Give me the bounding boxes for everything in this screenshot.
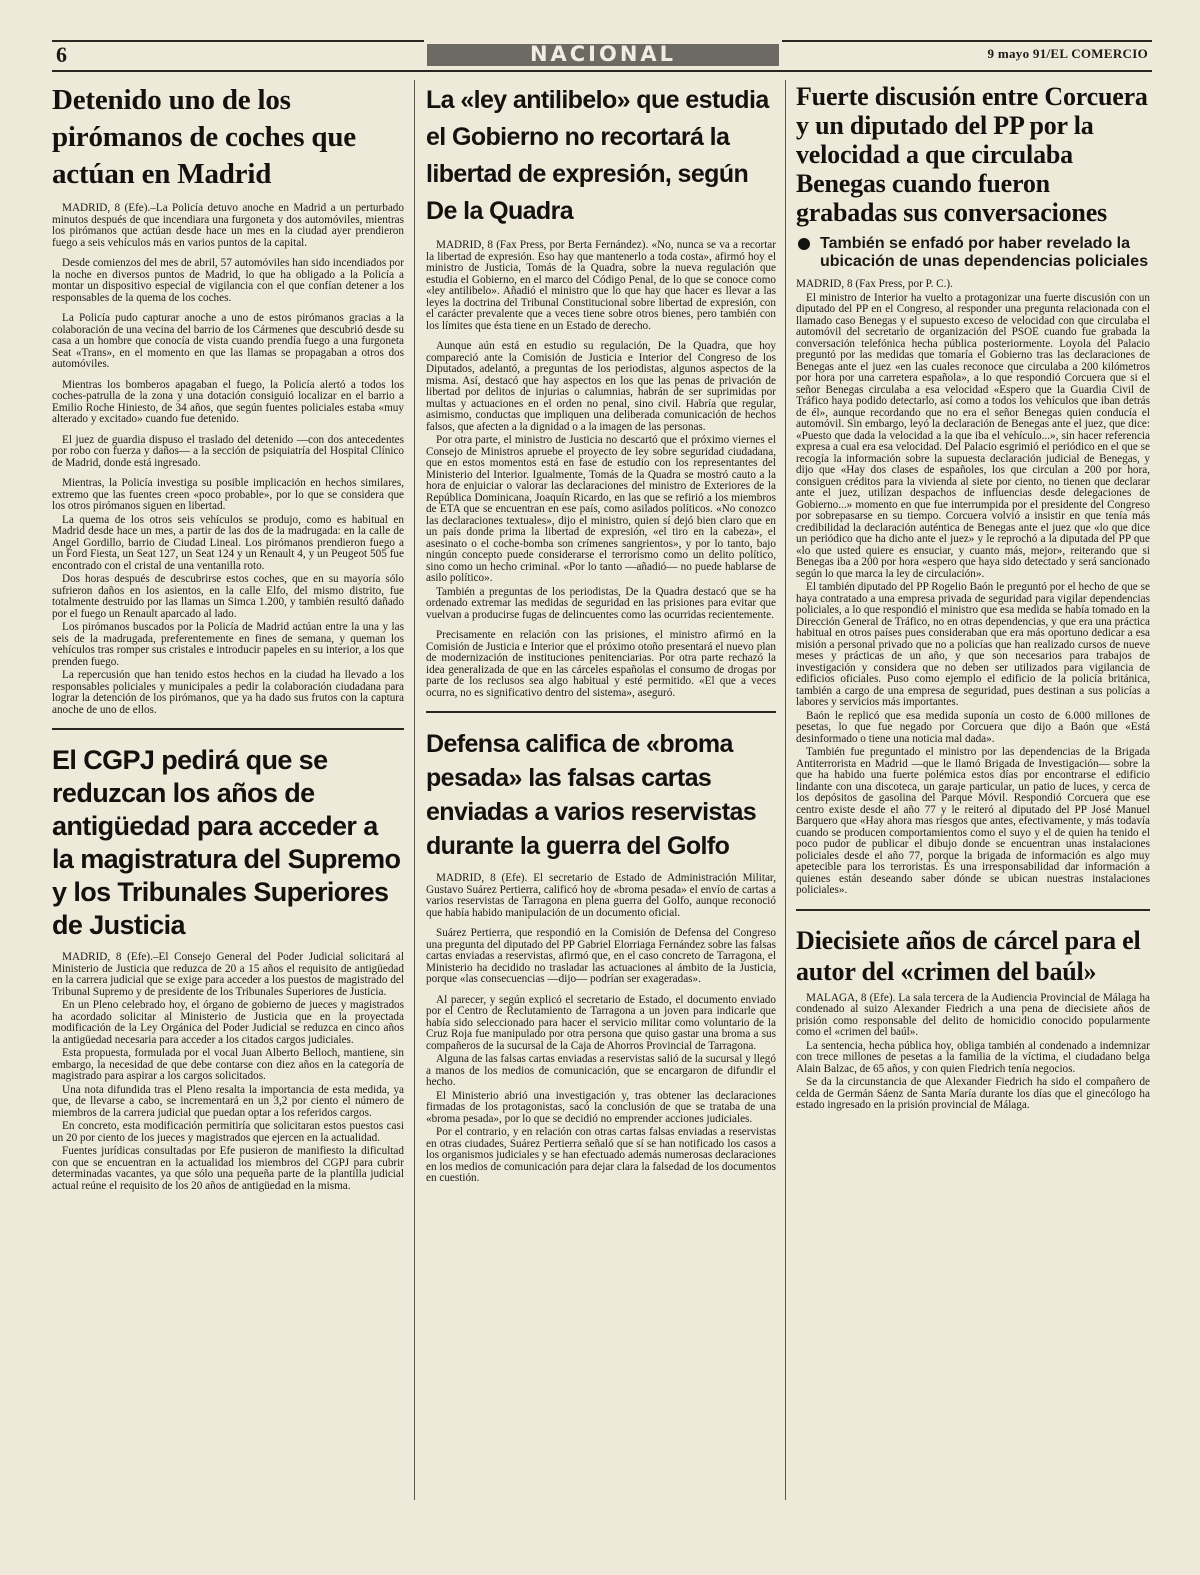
headline: Diecisiete años de cárcel para el autor del «crimen del baúl» (796, 925, 1141, 986)
article-piromanos (52, 82, 404, 716)
article-ley-antilibelo (426, 82, 776, 699)
paragraph: Una nota difundida tras el Pleno resalta la importancia de esta medida, ya que, de llevarse a cabo, se incrementará en un 3,2 por ciento el número de miembros de la carrera judicial que puedan optar a los referidos cargos. (52, 1083, 404, 1119)
headline: Defensa califica de «broma pesada» las falsas cartas enviadas a varios reservistas durante la guerra del Golfo (426, 730, 757, 860)
article-cgpj (52, 744, 404, 1192)
paragraph: En concreto, esta modificación permitiría que solicitaran estos puestos casi un 20 por ciento de los jueces y magistrados que ejercen en la actualidad. (52, 1120, 404, 1144)
article-divider (52, 728, 404, 730)
paragraph: MADRID, 8 (Efe). El secretario de Estado de Administración Militar, Gustavo Suárez Pertierra, calificó hoy de «broma pesada» el envío de cartas a varios reservistas de Tarragona en plena guerra del Golfo, aunque reconoció que había habido manipulación de un documento oficial. (426, 872, 776, 919)
paragraph: Baón le replicó que esa medida suponía un costo de 6.000 millones de pesetas, lo que fue negado por Corcuera que dijo a Baón que «Está desinformado o tiene una noticia mal dada». (796, 709, 1150, 745)
column-1 (52, 82, 404, 1192)
paragraph: El ministro de Interior ha vuelto a protagonizar una fuerte discusión con un diputado del PP en el Congreso, al responder una pregunta relacionada con el llamado caso Benegas y el supuesto exceso de velocidad con que circulaba el automóvil del secretario de organización del PSOE cuando fue grabada la conversación telefónica hecha pública posteriormente. Loyola del Palacio preguntó por las medidas que tomaría el Gobierno tras las declaraciones de Benegas ante el juez «en las cuales reconoce que circulaba a 200 kilómetros por hora por una carretera española», a lo que respondió Corcuera que si el señor Benegas circulaba a esa velocidad «Espero que la Guardia Civil de Tráfico haya podido detectarlo, así como a todos los vehículos que iban detrás de él», aunque recordando que no era el señor Benegas quien conducía el automóvil. Sin embargo, leyó la declaración de Benegas ante el juez, que dice: «Puesto que dada la velocidad a la que iba el vehículo...», sin hacer referencia expresa a cual era esa velocidad. Del Palacio esgrimió el periódico en el que se recogía la información sobre la supuesta declaración judicial de Benegas, y dijo que «Hay dos clases de españoles, los que circulan a 200 por hora, consiguen créditos para la vivienda al siete por ciento, no tienen que declarar ante el juez, utilizan despachos de influencias desde delegaciones de Gobierno...» momento en que fue interrumpida por el presidente del Congreso por sobrepasarse en su tiempo. Corcuera volvió a insistir en que tenía más credibilidad la declaración auténtica de Benegas ante el juez que «lo que dice un periódico que ha dicho ante el juez» y le reprochó a la diputada del PP que «lo que usted quiere es ensuciar, y cuanto más, mejor», reiterando que si Benegas iba a 200 por hora «espero que haya sido detectado y será sancionado según lo que marca la ley de circulación». (796, 291, 1150, 580)
article-body (52, 952, 404, 1192)
dateline: MADRID, 8 (Fax Press, por P. C.). (796, 278, 953, 290)
paragraph: En un Pleno celebrado hoy, el órgano de gobierno de jueces y magistrados ha acordado solicitar al Ministerio de Justicia que en la proyectada modificación de la Ley Orgánica del Poder Judicial se reduzca en cinco años la antigüedad necesaria para acceder a los citados cargos judiciales. (52, 999, 404, 1046)
paragraph: Alguna de las falsas cartas enviadas a reservistas salió de la sucursal y llegó a manos de los medios de comunicación, que se encargaron de difundir el hecho. (426, 1053, 776, 1088)
section-title: NACIONAL (529, 42, 677, 66)
article-divider (796, 909, 1150, 911)
paragraph: La Policía pudo capturar anoche a uno de estos pirómanos gracias a la colaboración de una vecina del barrio de los Cármenes que descubrió desde su casa a un hombre que conocía de vista cuando prendía fuego a una furgoneta Seat «Trans», en el momento en que las llamas se propagaban a otros dos automóviles. (52, 312, 404, 370)
page-number: 6 (56, 42, 67, 67)
article-broma-pesada (426, 727, 776, 1185)
paragraph: Al parecer, y según explicó el secretario de Estado, el documento enviado por el Centro de Reclutamiento de Tarragona a un joven para indicarle que había sido seleccionado para hacer el servicio militar como voluntario de la Cruz Roja fue manipulado por otra persona que quiso gastar una broma a sus compañeros de la sucursal de la Caja de Ahorros Provincial de Tarragona. (426, 993, 776, 1052)
article-body (52, 203, 404, 716)
paragraph: Suárez Pertierra, que respondió en la Comisión de Defensa del Congreso una pregunta del diputado del PP Gabriel Elorriaga Fernández sobre las falsas cartas enviadas a reservistas, afirmó que, en el caso concreto de Tarragona, el Ministerio ha decidido no trasladar las actuaciones al ámbito de la Justicia, porque «las consecuencias —dijo— podrían ser exageradas». (426, 927, 776, 985)
paragraph: La quema de los otros seis vehículos se produjo, como es habitual en Madrid desde hace un mes, a partir de las dos de la madrugada: en la calle de Angel Gordillo, barrio de Ciudad Lineal. Los pirómanos prendieron fuego a un Ford Fiesta, un Seat 127, un Seat 124 y un Renault 4, y un Peugeot 505 fue encontrado con el cristal de una ventanilla roto. (52, 513, 404, 572)
article-body (796, 279, 1150, 897)
paragraph: Mientras, la Policía investiga su posible implicación en hechos similares, extremo que las fuentes creen «poco probable», por lo que se considera que los otros pirómanos siguen en libertad. (52, 477, 404, 512)
headline: Fuerte discusión entre Corcuera y un diputado del PP por la velocidad a que circulaba Benegas cuando fueron grabadas sus conversaciones (796, 82, 1148, 227)
paragraph: También a preguntas de los periodistas, De la Quadra destacó que se ha ordenado extremar las medidas de seguridad en las prisiones para evitar que vuelvan a producirse fugas de delincuentes como las ocurridas recientemente. (426, 585, 776, 621)
article-body (426, 873, 776, 1185)
paragraph: MADRID, 8 (Efe).–El Consejo General del Poder Judicial solicitará al Ministerio de Justicia que reduzca de 20 a 15 años el requisito de antigüedad en la carrera judicial que se exige para acceder a los puestos de magistrado del Tribunal Supremo y de presidente de los Tribunales Superiores de Justicia. (52, 951, 404, 998)
subheadline (796, 235, 1150, 271)
article-body (426, 240, 776, 699)
bullet-icon (798, 238, 810, 250)
headline: El CGPJ pedirá que se reduzcan los años de antigüedad para acceder a la magistratura del Supremo y los Tribunales Superiores de Justicia (52, 745, 401, 940)
paragraph: MALAGA, 8 (Efe). La sala tercera de la Audiencia Provincial de Málaga ha condenado al suizo Alexander Fiedrich a una pena de diecisiete años de prisión como responsable del delito de homicidio conocido popularmente como el «crimen del baúl». (796, 991, 1150, 1038)
article-divider (426, 711, 776, 713)
column-2 (426, 82, 776, 1185)
paragraph: El también diputado del PP Rogelio Baón le preguntó por el hecho de que se haya contratado a una empresa privada de seguridad para vigilar dependencias policiales, a lo que respondió el ministro que esa medida se había tomado en la Dirección General de Tráfico, no en otras dependencias, y que era una práctica habitual en otros países pues consideraban que era más oportuno dedicar a esa misión a personal privado que no a policías que han realizado cursos de nueve meses y prácticas de un año, y que son necesarios para trabajos de investigación y considera que no deben ser utilizados para vigilancia de edificios oficiales. Puso como ejemplo el edificio de la policía británica, también a cargo de una empresa de seguridad, pues destinan a sus policías a labores y servicios más importantes. (796, 581, 1150, 708)
paragraph: El Ministerio abrió una investigación y, tras obtener las declaraciones firmadas de los protagonistas, sacó la conclusión de que se trataba de una «broma pesada», por lo que se decidió no emprender acciones judiciales. (426, 1089, 776, 1125)
article-body (796, 993, 1150, 1112)
paragraph: Por el contrario, y en relación con otras cartas falsas enviadas a reservistas en otras ciudades, Suárez Pertierra señaló que sí se han notificado los casos a los organismos judiciales y se han efectuado además numerosas declaraciones en los medios de comunicación para dejar clara la falsedad de los documentos en cuestión. (426, 1126, 776, 1184)
paragraph: Aunque aún está en estudio su regulación, De la Quadra, que hoy compareció ante la Comisión de Justicia e Interior del Congreso de los Diputados, adelantó, a preguntas de los periodistas, algunos aspectos de la misma. Así, destacó que hay aspectos en los que las penas de privación de libertad por delitos de injurias o calumnias, habrán de ser suprimidas por multas y actuaciones en el orden no penal, sino civil. Habría que regular, asimismo, conductas que impliquen una deliberada comunicación de hechos falsos, que afecten a la dignidad o a la imagen de las personas. (426, 340, 776, 433)
column-rule (414, 80, 415, 1500)
paragraph: La sentencia, hecha pública hoy, obliga también al condenado a indemnizar con trece millones de pesetas a la familia de la víctima, el ciudadano belga Alain Balzac, de 65 años, y con quien Fiedrich tenía negocios. (796, 1039, 1150, 1075)
paragraph: Mientras los bomberos apagaban el fuego, la Policía alertó a todos los coches-patrulla de la zona y una dotación consiguió localizar en el barrio a Emilio Roche Hiniesto, de 34 años, que según fuentes policiales estaba «muy alterado y excitado» cuando fue detenido. (52, 378, 404, 425)
paragraph: MADRID, 8 (Efe).–La Policía detuvo anoche en Madrid a un perturbado minutos después de que incendiara una furgoneta y dos automóviles, mientras los pirómanos que actúan desde hace un mes en la ciudad ayer prendieron fuego a seis vehículos más en varios puntos de la capital. (52, 202, 404, 249)
paragraph: Los pirómanos buscados por la Policía de Madrid actúan entre la una y las seis de la madrugada, preferentemente en fines de semana, y queman los vehículos tras romper sus cristales e introducir papeles en su interior, a los que prenden fuego. (52, 621, 404, 668)
paragraph: Se da la circunstancia de que Alexander Fiedrich ha sido el compañero de celda de Germán Sáenz de Santa María durante los días que el ginecólogo ha estado ingresado en la prisión provincial de Málaga. (796, 1076, 1150, 1111)
subheadline-text: También se enfadó por haber revelado la ubicación de unas dependencias policiales (820, 235, 1149, 270)
paragraph: MADRID, 8 (Fax Press, por Berta Fernández). «No, nunca se va a recortar la libertad de expresión. Eso hay que mantenerlo a toda costa», afirmó hoy el ministro de Justicia, Tomás de la Quadra, sobre la nueva regulación que estudia el Gobierno, en el marco del Código Penal, de lo que se conoce como «ley antilibelo». Añadió el ministro que lo que hay que hacer es llevar a las leyes la doctrina del Tribunal Constitucional sobre libertad de expresión, con el carácter prevalente que a veces tiene sobre otros bienes, pero también con los límites que ésta tiene en un Estado de derecho. (426, 239, 776, 332)
paragraph: Por otra parte, el ministro de Justicia no descartó que el próximo viernes el Consejo de Ministros apruebe el proyecto de ley sobre seguridad ciudadana, que en estos momentos está en fase de estudio con los representantes del Ministerio del Interior. Igualmente, Tomás de la Quadra se mostró cauto a la hora de enjuiciar o valorar las declaraciones del ministro de Exteriores de la República Dominicana, Joaquín Ricardo, en las que se refirió a los miembros de ETA que se encuentran en ese país, como asilados políticos. «No conozco las declaraciones textuales», dijo el ministro, quien sí dejó bien claro que en un país donde prima la libertad de expresión, «el tiro en la cabeza», el asesinato o el coche-bomba son crímenes sangrientos», y por lo tanto, bajo ningún concepto puede considerarse el terrorismo como un delito político, sino como un hecho criminal. «Por lo tanto —añadió— no puede hablarse de asilo político». (426, 434, 776, 584)
column-3 (796, 82, 1150, 1112)
paragraph: Dos horas después de descubrirse estos coches, que en su mayoría sólo sufrieron daños en los asientos, en la calle Elfo, del mismo distrito, fue totalmente destruido por las llamas un Simca 1.200, y también resultó dañado por el fuego un Renault aparcado al lado. (52, 573, 404, 620)
masthead-rule-left (52, 40, 424, 68)
article-crimen-baul (796, 925, 1150, 1112)
article-corcuera (796, 82, 1150, 897)
paragraph: También fue preguntado el ministro por las dependencias de la Brigada Antiterrorista en Madrid —que le llamó Brigada de Investigación— sobre la que ha habido una fuerte polémica estos días por encontrarse el edificio lindante con una discoteca, un garaje particular, un patio de luces, y cerca de los depósitos de gasolina del Parque Móvil. Respondió Corcuera que ese centro existe desde el año 77 y le reiteró al diputado del PP José Manuel Barquero que «Hay ahora mas riesgos que antes, efectivamente, y más todavía cuando se producen comportamientos como el suyo y el de quien ha tenido el poco pudor de publicar el dibujo donde se encuentran unas instalaciones policiales desde el año 77, porque la brigada de información es algo muy apetecible para los terroristas. Es una irresponsabilidad dar información a quienes están deseando saber dónde se ubican nuestras instalaciones policiales». (796, 746, 1150, 896)
paragraph: Fuentes jurídicas consultadas por Efe pusieron de manifiesto la dificultad con que se encuentran en la actualidad los miembros del CGPJ para cubrir determinadas vacantes, ya que sólo una pequeña parte de la plantilla judicial actual reúne el requisito de los 20 años de antigüedad en la misma. (52, 1145, 404, 1192)
paragraph: Esta propuesta, formulada por el vocal Juan Alberto Belloch, mantiene, sin embargo, la necesidad de que debe contarse con diez años en la categoría de magistrado para aspirar a los cargos solicitados. (52, 1047, 404, 1082)
paragraph: El juez de guardia dispuso el traslado del detenido —con dos antecedentes por robo con fuerza y daños— a la sección de psiquiatría del Hospital Clínico de Madrid, donde está ingresado. (52, 433, 404, 469)
paragraph: Precisamente en relación con las prisiones, el ministro afirmó en la Comisión de Justicia e Interior que el próximo otoño presentará el nuevo plan de modernización de instituciones penitenciarias. Por otra parte rechazó la idea generalizada de que en las cárceles españolas el consumo de drogas por parte de los reclusos sea algo habitual y esté permitido. «El que a veces ocurra, no es significativo dentro del sistema», aseguró. (426, 629, 776, 699)
column-rule (785, 80, 786, 1500)
headline: Detenido uno de los pirómanos de coches que actúan en Madrid (52, 84, 356, 190)
headline: La «ley antilibelo» que estudia el Gobierno no recortará la libertad de expresión, según De la Quadra (426, 86, 769, 225)
paragraph: Desde comienzos del mes de abril, 57 automóviles han sido incendiados por la noche en diversos puntos de Madrid, lo que ha obligado a la Policía a montar un dispositivo especial de vigilancia con el que confían detener a los responsables de la quema de los coches. (52, 257, 404, 304)
paragraph: La repercusión que han tenido estos hechos en la ciudad ha llevado a los responsables policiales y municipales a pedir la colaboración ciudadana para lograr la detención de los pirómanos, que ya ha dado sus frutos con la captura anoche de uno de ellos. (52, 669, 404, 716)
masthead (52, 40, 1152, 72)
issue-date: 9 mayo 91/EL COMERCIO (987, 46, 1148, 61)
